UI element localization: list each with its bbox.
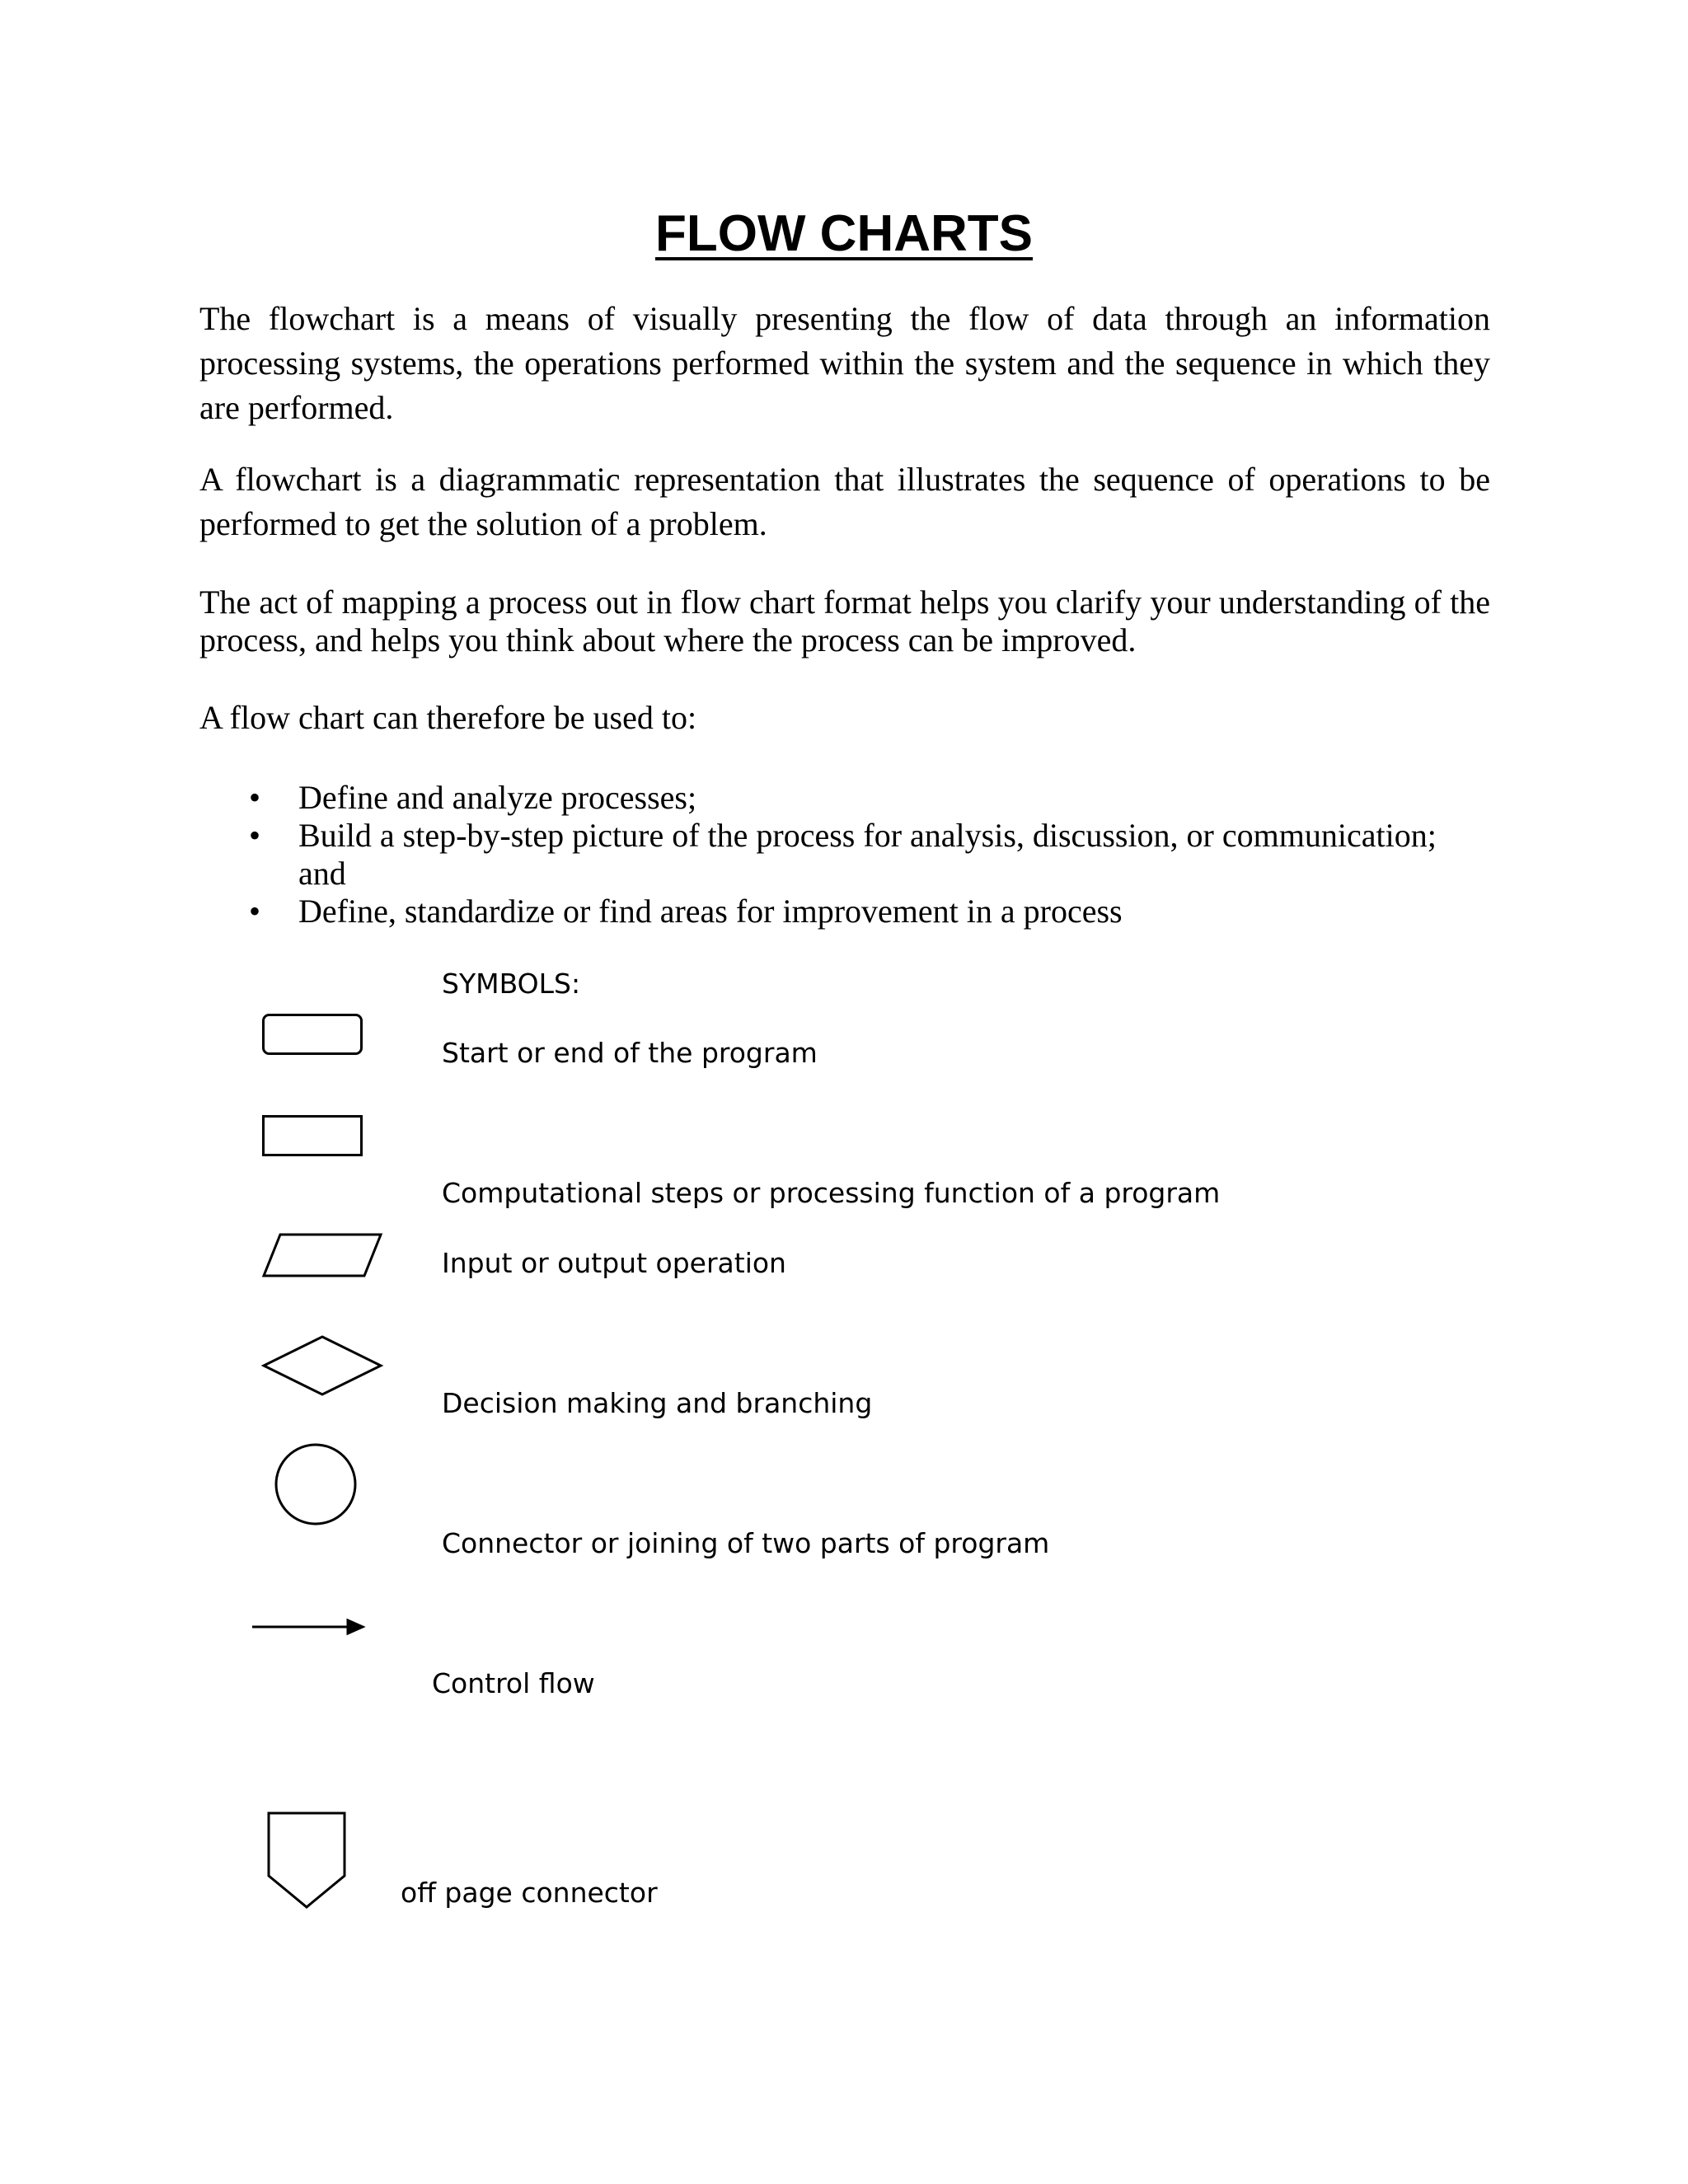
intro-paragraph: The flowchart is a means of visually presenting the flow of data through an information processing systems, the operations performed within the system and the sequence in which they are performed. [199,300,1490,426]
definition-paragraph: A flowchart is a diagrammatic representation that illustrates the sequence of operations to be performed to get the solution of a problem. [199,461,1490,542]
parallelogram-icon [262,1233,382,1277]
symbol-label-control-flow: Control flow [432,1667,595,1699]
uses-list [199,779,1490,930]
list-item-text: Build a step-by-step picture of the process for analysis, discussion, or communication; and [298,817,1437,892]
list-item [199,893,1490,930]
off-page-connector-icon [267,1811,346,1909]
list-item-text: Define and analyze processes; [298,779,697,816]
bullet-icon: • [249,817,261,854]
symbol-label-terminal: Start or end of the program [442,1037,818,1069]
list-item [199,817,1490,893]
symbol-label-off-page-connector: off page connector [401,1877,658,1909]
symbol-label-decision: Decision making and branching [442,1387,873,1419]
rectangle-icon [262,1115,363,1156]
mapping-paragraph: The act of mapping a process out in flow chart format helps you clarify your understanding of the process, and helps you think about where the process can be improved. [199,583,1490,658]
bullet-icon: • [249,779,261,816]
symbol-label-connector: Connector or joining of two parts of program [442,1527,1050,1559]
page-title: FLOW CHARTS [654,205,1034,262]
list-item [199,779,1490,817]
diamond-icon [262,1335,382,1396]
circle-icon [274,1442,358,1526]
arrow-icon [252,1617,364,1637]
list-item-text: Define, standardize or find areas for improvement in a process [298,893,1123,930]
symbols-heading: SYMBOLS: [442,968,581,1000]
bullet-icon: • [249,893,261,930]
symbol-label-input-output: Input or output operation [442,1247,786,1279]
rounded-rectangle-icon [262,1014,363,1055]
uses-intro-paragraph: A flow chart can therefore be used to: [199,699,697,736]
symbol-label-process: Computational steps or processing function of a program [442,1177,1221,1209]
